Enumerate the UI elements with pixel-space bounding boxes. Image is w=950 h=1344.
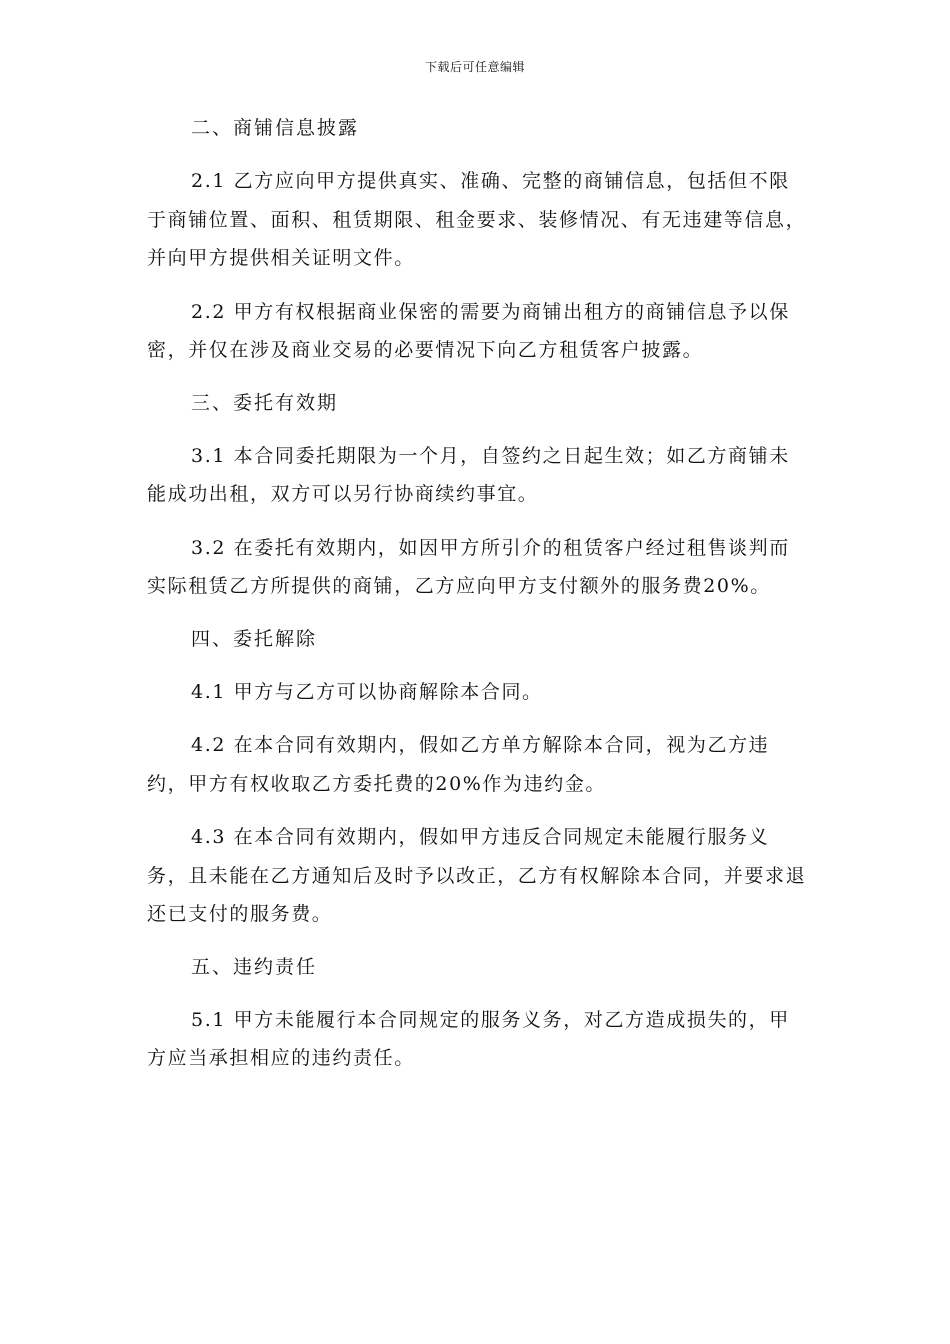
clause-3-1: 3.1 本合同委托期限为一个月，自签约之日起生效；如乙方商铺未能成功出租，双方可以另行协商续约事宜。	[147, 444, 790, 505]
clause-4-1: 4.1 甲方与乙方可以协商解除本合同。	[191, 680, 543, 703]
section-heading-liability: 五、违约责任	[191, 955, 318, 978]
document-body	[147, 110, 807, 1093]
clause-2-2: 2.2 甲方有权根据商业保密的需要为商铺出租方的商铺信息予以保密，并仅在涉及商业交易的必要情况下向乙方租赁客户披露。	[147, 300, 790, 361]
section-heading-disclosure: 二、商铺信息披露	[191, 117, 360, 139]
page-header: 下载后可任意编辑	[424, 60, 525, 74]
clause-4-3: 4.3 在本合同有效期内，假如甲方违反合同规定未能履行服务义务，且未能在乙方通知后及时予以改正，乙方有权解除本合同，并要求退还已支付的服务费。	[147, 826, 807, 925]
section-heading-termination: 四、委托解除	[191, 627, 318, 650]
clause-3-2: 3.2 在委托有效期内，如因甲方所引介的租赁客户经过租售谈判而实际租赁乙方所提供的商铺，乙方应向甲方支付额外的服务费20%。	[147, 536, 790, 597]
clause-2-1: 2.1 乙方应向甲方提供真实、准确、完整的商铺信息，包括但不限于商铺位置、面积、租赁期限、租金要求、装修情况、有无违建等信息，并向甲方提供相关证明文件。	[147, 170, 807, 269]
section-heading-validity: 三、委托有效期	[191, 391, 339, 414]
clause-4-2: 4.2 在本合同有效期内，假如乙方单方解除本合同，视为乙方违约，甲方有权收取乙方委托费的20%作为违约金。	[147, 734, 770, 795]
clause-5-1: 5.1 甲方未能履行本合同规定的服务义务，对乙方造成损失的，甲方应当承担相应的违约责任。	[147, 1008, 790, 1069]
